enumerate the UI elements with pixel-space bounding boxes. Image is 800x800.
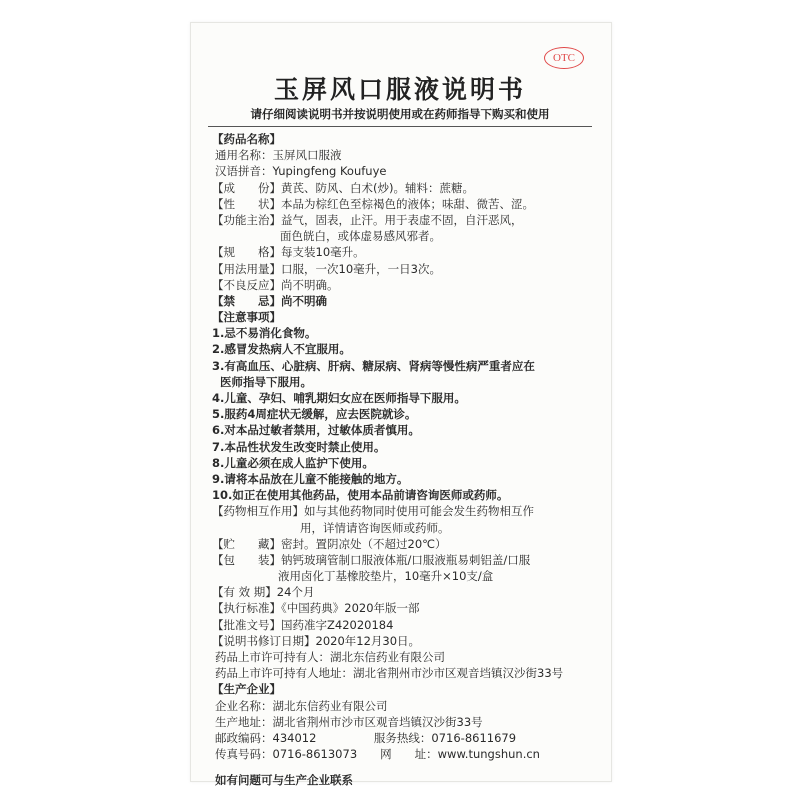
packaging-line-cont: 液用卤化丁基橡胶垫片，10毫升×10支/盒 xyxy=(278,569,494,584)
fax-website-line: 传真号码：0716-8613073 网 址：www.tungshun.cn xyxy=(215,747,540,762)
precaution-item: 9.请将本品放在儿童不能接触的地方。 xyxy=(212,471,409,486)
ingredients-line: 【成 份】黄芪、防风、白术(炒)。辅料：蔗糖。 xyxy=(212,180,474,195)
section-precautions: 【注意事项】 xyxy=(212,310,281,325)
adverse-reactions-line: 【不良反应】尚不明确。 xyxy=(212,277,339,292)
indications-line: 【功能主治】益气，固表，止汗。用于表虚不固，自汗恶风， xyxy=(212,212,523,227)
company-name-line: 企业名称：湖北东信药业有限公司 xyxy=(215,698,388,713)
precaution-item: 3.有高血压、心脏病、肝病、糖尿病、肾病等慢性病严重者应在 xyxy=(212,358,535,373)
postcode-hotline-line: 邮政编码：434012 服务热线：0716-8611679 xyxy=(215,730,517,745)
precaution-item: 6.对本品过敏者禁用，过敏体质者慎用。 xyxy=(212,423,420,438)
precaution-item: 5.服药4周症状无缓解，应去医院就诊。 xyxy=(212,407,417,422)
spacer xyxy=(212,762,598,772)
license-holder-line: 药品上市许可持有人：湖北东信药业有限公司 xyxy=(215,650,445,664)
pinyin-line: 汉语拼音：Yupingfeng Koufuye xyxy=(215,164,387,179)
section-manufacturer: 【生产企业】 xyxy=(212,682,281,697)
appearance-line: 【性 状】本品为棕红色至棕褐色的液体；味甜、微苦、涩。 xyxy=(212,196,534,211)
leaflet-body xyxy=(212,131,598,789)
page-title: 玉屏风口服液说明书 xyxy=(273,75,526,104)
precaution-item-cont: 医师指导下服用。 xyxy=(220,374,312,389)
license-holder-address-line: 药品上市许可持有人地址：湖北省荆州市沙市区观音垱镇汉沙街33号 xyxy=(215,666,564,681)
standard-line: 【执行标准】《中国药典》2020年版一部 xyxy=(212,601,420,616)
interactions-line: 【药物相互作用】如与其他药物同时使用可能会发生药物相互作 xyxy=(212,504,534,519)
packaging-line: 【包 装】钠钙玻璃管制口服液体瓶/口服液瓶易刺铝盖/口服 xyxy=(212,552,531,567)
section-drug-name: 【药品名称】 xyxy=(212,132,281,146)
interactions-line-cont: 用，详情请咨询医师或药师。 xyxy=(300,520,450,535)
precaution-item: 10.如正在使用其他药品，使用本品前请咨询医师或药师。 xyxy=(212,488,509,503)
approval-number-line: 【批准文号】国药准字Z42020184 xyxy=(212,617,394,632)
revision-date-line: 【说明书修订日期】2020年12月30日。 xyxy=(212,633,421,648)
production-address-line: 生产地址：湖北省荆州市沙市区观音垱镇汉沙街33号 xyxy=(215,714,483,729)
contraindications-line: 【禁 忌】尚不明确 xyxy=(212,293,327,308)
specification-line: 【规 格】每支装10毫升。 xyxy=(212,245,365,260)
precaution-item: 4.儿童、孕妇、哺乳期妇女应在医师指导下服用。 xyxy=(212,391,466,405)
indications-line-cont: 面色㿠白，或体虚易感风邪者。 xyxy=(280,229,441,244)
precaution-item: 8.儿童必须在成人监护下使用。 xyxy=(212,455,374,470)
generic-name-line: 通用名称：玉屏风口服液 xyxy=(215,148,342,163)
page-subtitle: 请仔细阅读说明书并按说明使用或在药师指导下购买和使用 xyxy=(250,107,550,121)
contact-note: 如有问题可与生产企业联系 xyxy=(215,773,353,788)
storage-line: 【贮 藏】密封。置阴凉处（不超过20℃） xyxy=(212,536,447,551)
shelf-life-line: 【有 效 期】24个月 xyxy=(212,585,315,600)
precaution-item: 1.忌不易消化食物。 xyxy=(212,326,317,341)
dosage-line: 【用法用量】口服，一次10毫升，一日3次。 xyxy=(212,261,441,276)
precaution-item: 7.本品性状发生改变时禁止使用。 xyxy=(212,439,386,454)
header-divider xyxy=(208,126,592,127)
otc-badge: OTC xyxy=(544,47,584,69)
precaution-item: 2.感冒发热病人不宜服用。 xyxy=(212,342,351,357)
